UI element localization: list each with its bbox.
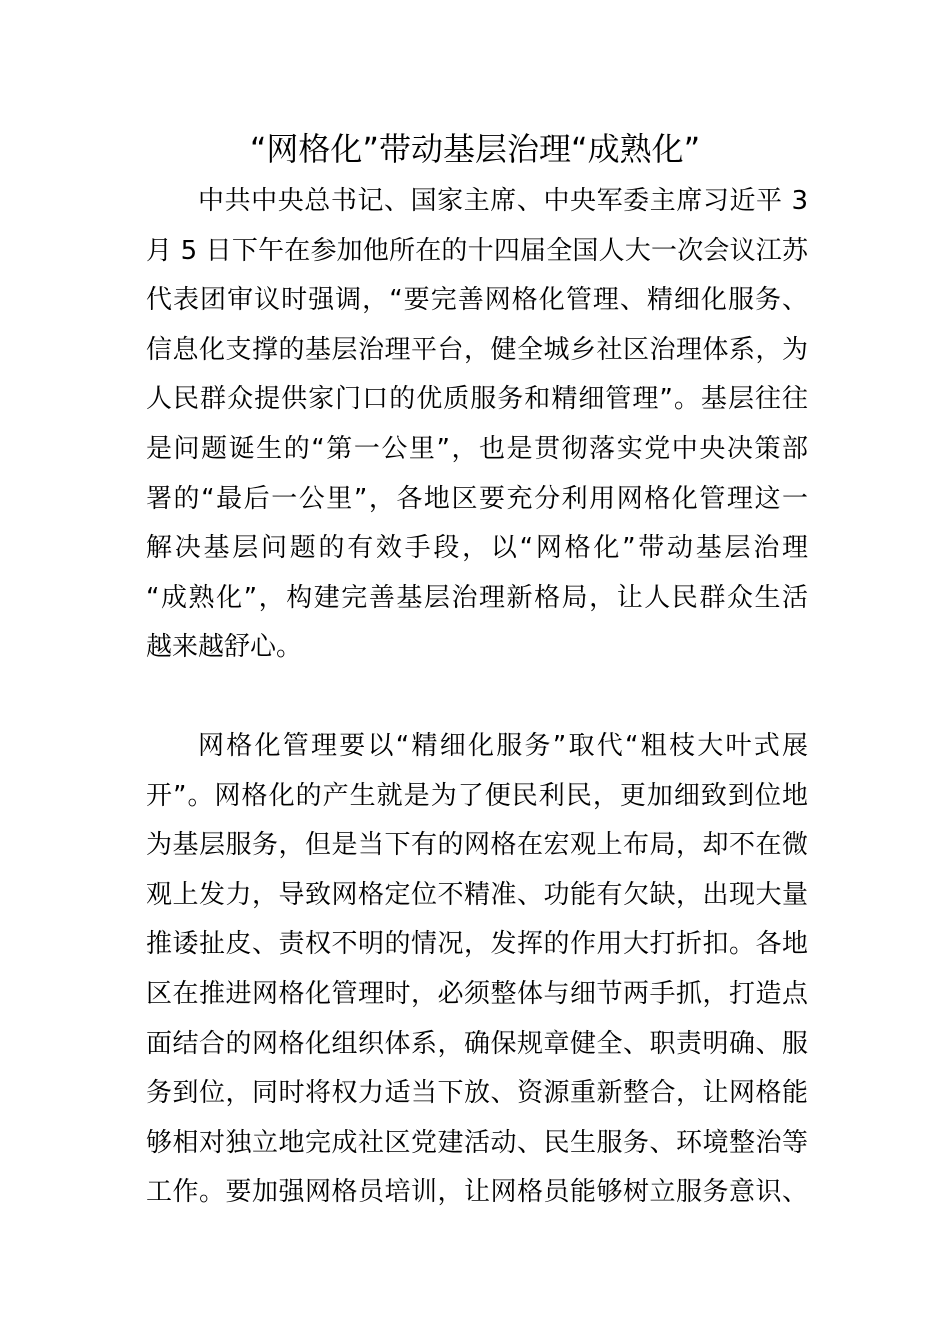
text-line: 是问题诞生的“第一公里”，也是贯彻落实党中央决策部	[146, 433, 808, 464]
text-line: 署的“最后一公里”，各地区要充分利用网格化管理这一	[146, 483, 808, 514]
text-line: 够相对独立地完成社区党建活动、民生服务、环境整治等	[146, 1127, 808, 1158]
text-line: 越来越舒心。	[146, 632, 303, 663]
text-line: 务到位，同时将权力适当下放、资源重新整合，让网格能	[146, 1078, 808, 1109]
text-line: 开”。网格化的产生就是为了便民利民，更加细致到位地	[146, 780, 808, 811]
text-line: 代表团审议时强调，“要完善网格化管理、精细化服务、	[146, 285, 808, 316]
text-line: 中共中央总书记、国家主席、中央军委主席习近平 3	[198, 186, 808, 216]
text-line: “成熟化”，构建完善基层治理新格局，让人民群众生活	[146, 582, 808, 613]
text-line: 面结合的网格化组织体系，确保规章健全、职责明确、服	[146, 1028, 808, 1059]
document-title: “网格化”带动基层治理“成熟化”	[249, 130, 701, 168]
text-line: 为基层服务，但是当下有的网格在宏观上布局，却不在微	[146, 830, 808, 861]
text-line: 信息化支撑的基层治理平台，健全城乡社区治理体系，为	[146, 334, 808, 365]
paragraph-2	[146, 722, 808, 1218]
text-line: 人民群众提供家门口的优质服务和精细管理”。基层往往	[146, 384, 808, 415]
text-line: 网格化管理要以“精细化服务”取代“粗枝大叶式展	[198, 731, 808, 761]
paragraph-1	[146, 177, 808, 673]
text-line: 工作。要加强网格员培训，让网格员能够树立服务意识、	[146, 1177, 808, 1208]
text-line: 推诿扯皮、责权不明的情况，发挥的作用大打折扣。各地	[146, 929, 808, 960]
text-line: 区在推进网格化管理时，必须整体与细节两手抓，打造点	[146, 978, 808, 1009]
text-line: 月 5 日下午在参加他所在的十四届全国人大一次会议江苏	[146, 235, 808, 266]
text-line: 解决基层问题的有效手段，以“网格化”带动基层治理	[146, 533, 808, 564]
text-line: 观上发力，导致网格定位不精准、功能有欠缺，出现大量	[146, 879, 808, 910]
